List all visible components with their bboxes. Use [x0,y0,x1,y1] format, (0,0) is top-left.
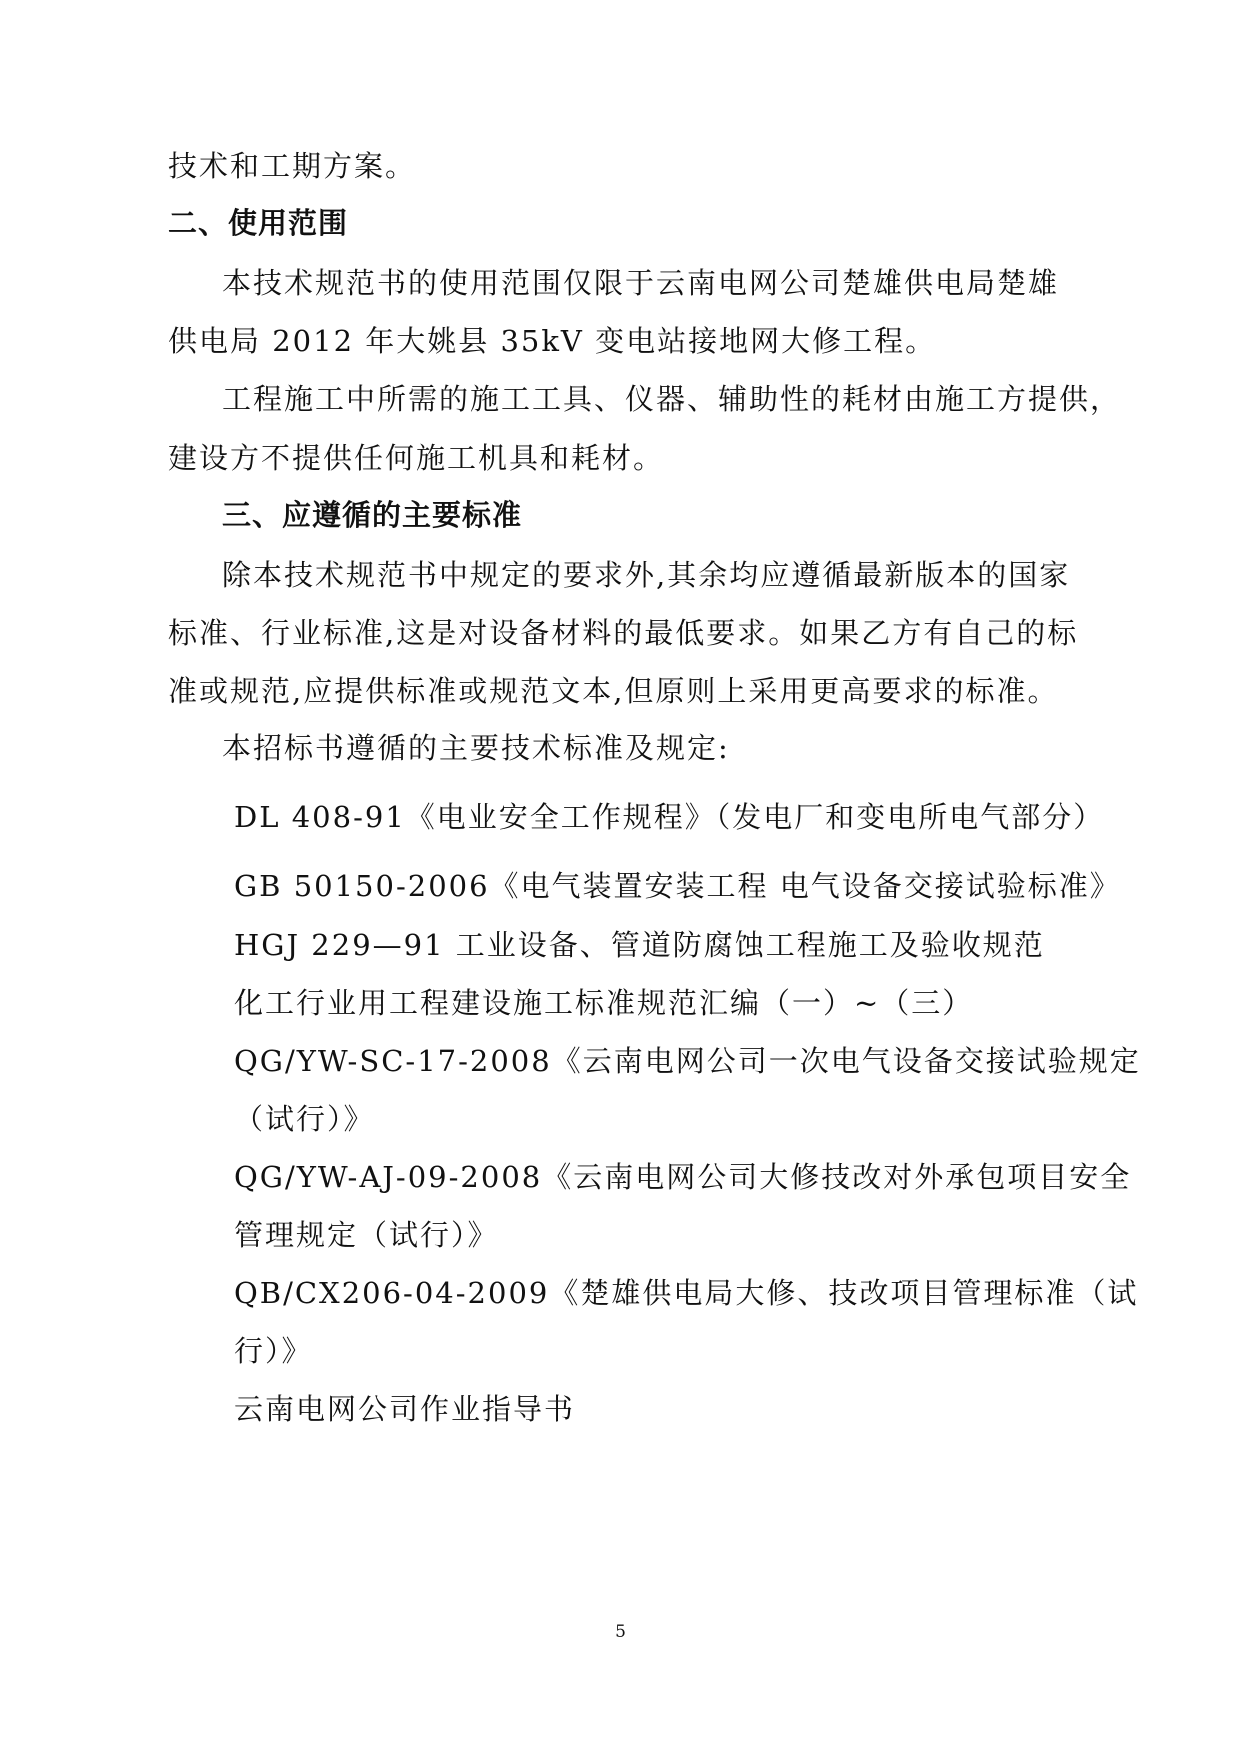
standard-item: GB 50150-2006《电气装置安装工程 电气设备交接试验标准》 [234,869,1121,903]
body-text-line: 标准、行业标准,这是对设备材料的最低要求。如果乙方有自己的标 [168,616,1079,650]
body-text-line: 本技术规范书的使用范围仅限于云南电网公司楚雄供电局楚雄 [222,266,1060,300]
standard-item-continued: （试行）》 [234,1102,375,1136]
standard-item-continued: 行）》 [234,1334,313,1368]
body-text-line: 本招标书遵循的主要技术标准及规定: [222,731,730,765]
body-text-line: 除本技术规范书中规定的要求外,其余均应遵循最新版本的国家 [222,558,1071,592]
standard-item: QG/YW-AJ-09-2008《云南电网公司大修技改对外承包项目安全 [234,1160,1132,1194]
body-text-line: 供电局 2012 年大姚县 35kV 变电站接地网大修工程。 [168,324,937,358]
standard-item: 化工行业用工程建设施工标准规范汇编（一）~（三） [234,986,974,1020]
standard-item-continued: 管理规定（试行）》 [234,1218,499,1252]
page-number: 5 [615,1622,626,1642]
body-text-line: 准或规范,应提供标准或规范文本,但原则上采用更高要求的标准。 [168,674,1059,708]
section-heading-scope: 二、使用范围 [168,206,349,240]
standard-item: QG/YW-SC-17-2008《云南电网公司一次电气设备交接试验规定 [234,1044,1141,1078]
standard-item: 云南电网公司作业指导书 [234,1392,576,1426]
body-text-line: 工程施工中所需的施工工具、仪器、辅助性的耗材由施工方提供， [222,382,1122,416]
section-heading-standards: 三、应遵循的主要标准 [222,498,523,532]
body-text-line: 技术和工期方案。 [168,149,417,183]
body-text-line: 建设方不提供任何施工机具和耗材。 [168,441,665,475]
standard-item: HGJ 229—91 工业设备、管道防腐蚀工程施工及验收规范 [234,928,1045,962]
standard-item: QB/CX206-04-2009《楚雄供电局大修、技改项目管理标准（试 [234,1276,1139,1310]
standard-item: DL 408-91《电业安全工作规程》（发电厂和变电所电气部分） [234,800,1105,834]
